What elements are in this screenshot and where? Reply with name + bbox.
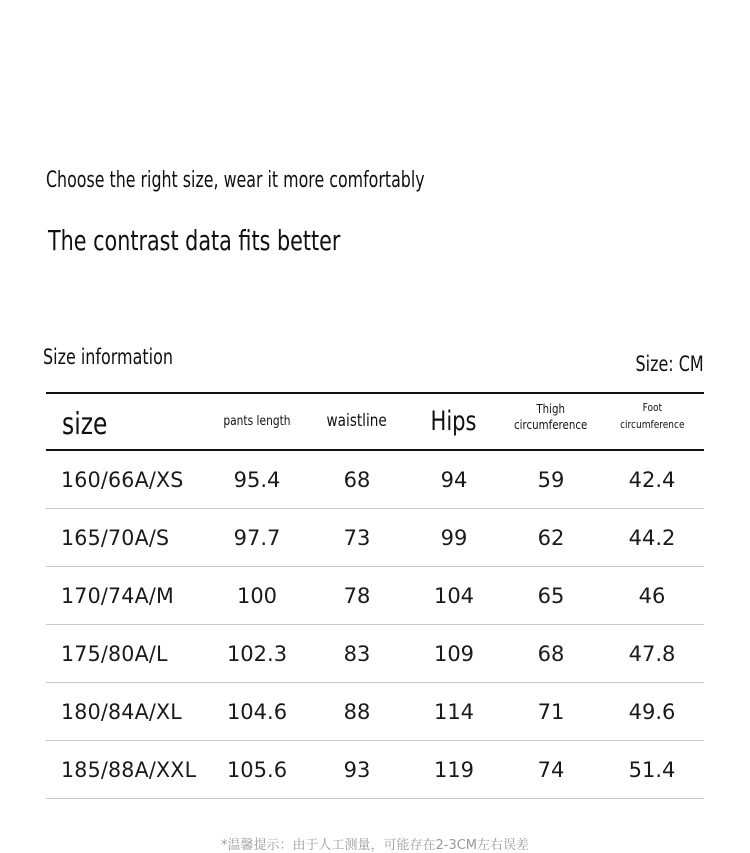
cell-pants-length: 97.7 bbox=[233, 525, 281, 550]
cell-foot: 42.4 bbox=[628, 467, 676, 492]
cell-foot: 44.2 bbox=[628, 525, 676, 550]
cell-pants-length: 105.6 bbox=[226, 757, 288, 782]
cell-hips: 104 bbox=[433, 583, 475, 608]
header-thigh-cell bbox=[502, 400, 600, 434]
cell-size bbox=[46, 758, 206, 782]
table-header-row bbox=[46, 392, 704, 451]
cell-hips: 114 bbox=[433, 699, 475, 724]
cell-pants-length: 100 bbox=[236, 583, 278, 608]
cell-thigh: 65 bbox=[537, 583, 565, 608]
measurement-footnote: *温馨提示：由于人工测量，可能存在2-3CM左右误差 bbox=[220, 838, 530, 853]
header-thigh-line1: Thigh bbox=[536, 400, 566, 416]
tagline: Choose the right size, wear it more comfortably bbox=[46, 168, 425, 193]
table-row bbox=[46, 625, 704, 683]
cell-pants-length: 104.6 bbox=[226, 699, 288, 724]
cell-hips: 119 bbox=[433, 757, 475, 782]
cell-hips: 109 bbox=[433, 641, 475, 666]
header-waistline-cell bbox=[308, 411, 406, 432]
size-value: 165/70A/S bbox=[61, 525, 170, 550]
table-row bbox=[46, 567, 704, 625]
cell-hips: 99 bbox=[440, 525, 468, 550]
size-table bbox=[46, 392, 704, 799]
cell-waistline: 93 bbox=[343, 757, 371, 782]
header-pants-length: pants length bbox=[223, 414, 291, 430]
cell-foot: 51.4 bbox=[628, 757, 676, 782]
size-value: 170/74A/M bbox=[61, 583, 174, 608]
cell-foot: 49.6 bbox=[628, 699, 676, 724]
cell-waistline: 73 bbox=[343, 525, 371, 550]
size-value: 185/88A/XXL bbox=[61, 757, 197, 782]
table-row bbox=[46, 683, 704, 741]
cell-size bbox=[46, 700, 206, 724]
cell-waistline: 83 bbox=[343, 641, 371, 666]
section-title: Size information bbox=[43, 345, 173, 369]
header-thigh-line2: circumference bbox=[514, 417, 588, 433]
cell-hips: 94 bbox=[440, 467, 468, 492]
table-row bbox=[46, 509, 704, 567]
table-row bbox=[46, 451, 704, 509]
unit-label: Size: CM bbox=[635, 352, 704, 376]
cell-pants-length: 95.4 bbox=[233, 467, 281, 492]
cell-pants-length: 102.3 bbox=[226, 641, 288, 666]
cell-waistline: 78 bbox=[343, 583, 371, 608]
header-foot-line2: circumference bbox=[619, 417, 685, 431]
header-waistline: waistline bbox=[326, 410, 388, 431]
cell-waistline: 88 bbox=[343, 699, 371, 724]
cell-size bbox=[46, 468, 206, 492]
cell-thigh: 62 bbox=[537, 525, 565, 550]
cell-thigh: 74 bbox=[537, 757, 565, 782]
header-foot-line1: Foot bbox=[642, 401, 662, 414]
header-pants-length-cell bbox=[206, 412, 308, 430]
header-thigh bbox=[514, 401, 587, 434]
cell-foot: 47.8 bbox=[628, 641, 676, 666]
cell-size bbox=[46, 584, 206, 608]
size-value: 160/66A/XS bbox=[61, 467, 184, 492]
cell-size bbox=[46, 526, 206, 550]
cell-foot: 46 bbox=[638, 583, 666, 608]
headline: The contrast data fits better bbox=[48, 224, 341, 257]
header-hips: Hips bbox=[430, 405, 478, 437]
header-foot-cell bbox=[600, 401, 704, 433]
cell-thigh: 71 bbox=[537, 699, 565, 724]
header-size-cell bbox=[46, 400, 206, 444]
header-size: size bbox=[62, 406, 108, 442]
size-value: 175/80A/L bbox=[61, 641, 168, 666]
size-value: 180/84A/XL bbox=[61, 699, 182, 724]
table-row bbox=[46, 741, 704, 799]
cell-thigh: 68 bbox=[537, 641, 565, 666]
header-foot bbox=[620, 400, 684, 433]
cell-size bbox=[46, 642, 206, 666]
cell-thigh: 59 bbox=[537, 467, 565, 492]
header-hips-cell bbox=[406, 405, 502, 439]
cell-waistline: 68 bbox=[343, 467, 371, 492]
